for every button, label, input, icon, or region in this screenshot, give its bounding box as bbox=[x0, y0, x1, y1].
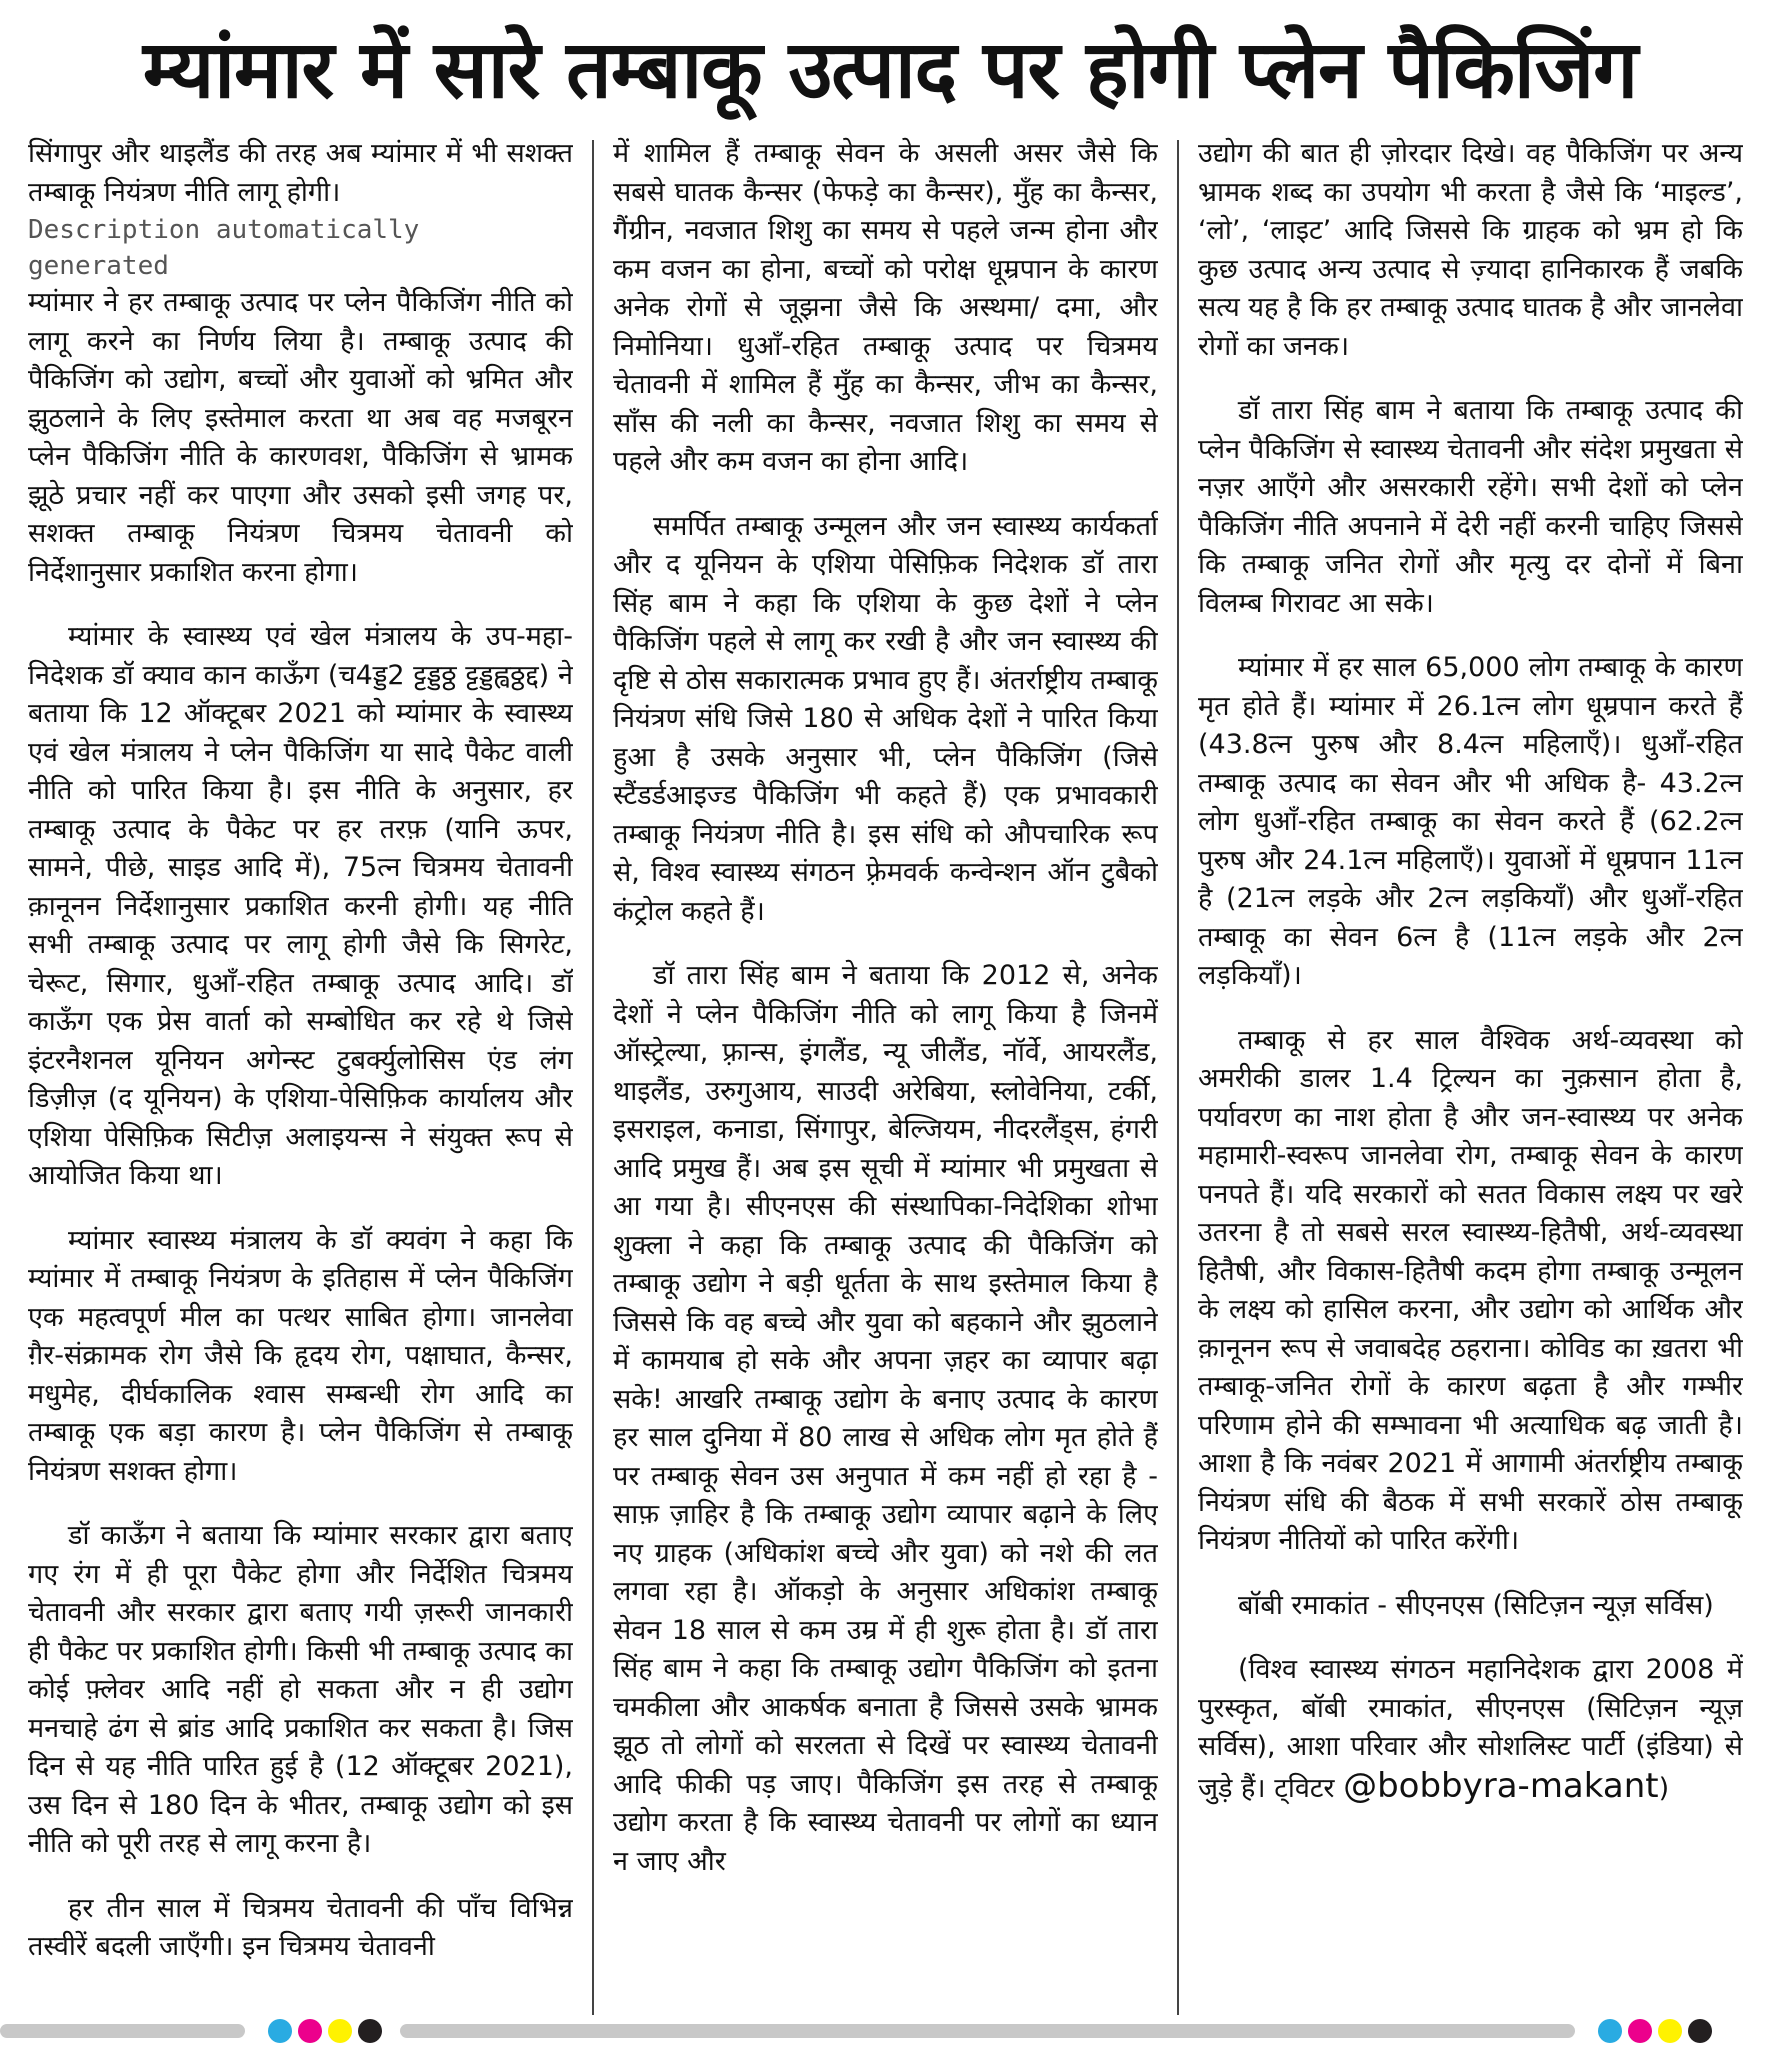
paragraph: डॉ काऊँग ने बताया कि म्यांमार सरकार द्वारा बताए गए रंग में ही पूरा पैकेट होगा और निर्देशित चित्रमय चेतावनी और सरकार द्वारा बताए गयी ज़रूरी जानकारी ही पैकेट पर प्रकाशित होगी। किसी भी तम्बाकू उत्पाद का कोई फ़्लेवर आदि नहीं हो सकता और न ही उद्योग मनचाहे ढंग से ब्रांड आदि प्रकाशित कर सकता है। जिस दिन से यह नीति पारित हुई है (12 ऑक्टूबर 2021), उस दिन से 180 दिन के भीतर, तम्बाकू उद्योग को इस नीति को पूरी तरह से लागू करना है। bbox=[28, 1520, 573, 1859]
paragraph: हर तीन साल में चित्रमय चेतावनी की पाँच विभिन्न तस्वीरें बदली जाएँगी। इन चित्रमय चेतावनी bbox=[28, 1892, 573, 1962]
registration-marks bbox=[1598, 2019, 1712, 2043]
footer-bar bbox=[0, 2024, 245, 2038]
registration-mark-cyan bbox=[268, 2019, 292, 2043]
paragraph: समर्पित तम्बाकू उन्मूलन और जन स्वास्थ्य कार्यकर्ता और द यूनियन के एशिया पेसिफ़िक निदेशक डॉ तारा सिंह बाम ने कहा कि एशिया के कुछ देशों ने प्लेन पैकिजिंग पहले से लागू कर रखी है और जन स्वास्थ्य की दृष्टि से ठोस सकारात्मक प्रभाव हुए हैं। अंतर्राष्ट्रीय तम्बाकू नियंत्रण संधि जिसे 180 से अधिक देशों ने पारित किया हुआ है उसके अनुसार भी, प्लेन पैकिजिंग (जिसे स्टैंडर्डआइज्ड पैकिजिंग भी कहते हैं) एक प्रभावकारी तम्बाकू नियंत्रण नीति है। इस संधि को औपचारिक रूप से, विश्व स्वास्थ्य संगठन फ़्रेमवर्क कन्वेन्शन ऑन टुबैको कंट्रोल कहते हैं। bbox=[613, 510, 1158, 927]
registration-mark-magenta bbox=[298, 2019, 322, 2043]
page-footer-strip bbox=[0, 2012, 1775, 2048]
article-column-2 bbox=[613, 135, 1158, 2015]
registration-mark-yellow bbox=[328, 2019, 352, 2043]
twitter-handle: @bobbyra-makant bbox=[1343, 1765, 1659, 1806]
author-bio-text: (विश्व स्वास्थ्य संगठन महानिदेशक द्वारा 2008 में पुरस्कृत, बॉबी रमाकांत, सीएनएस (सिटिज़न न्यूज़ सर्विस), आशा परिवार और सोशलिस्ट पार्टी (इंडिया) से जुड़े हैं। ट्विटर bbox=[1198, 1654, 1743, 1804]
paragraph: म्यांमार स्वास्थ्य मंत्रालय के डॉ क्यवंग ने कहा कि म्यांमार में तम्बाकू नियंत्रण के इतिहास में प्लेन पैकिजिंग एक महत्वपूर्ण मील का पत्थर साबित होगा। जानलेवा ग़ैर-संक्रामक रोग जैसे कि हृदय रोग, पक्षाघात, कैन्सर, मधुमेह, दीर्घकालिक श्वास सम्बन्धी रोग आदि का तम्बाकू एक बड़ा कारण है। प्लेन पैकिजिंग से तम्बाकू नियंत्रण सशक्त होगा। bbox=[28, 1224, 573, 1487]
paragraph: तम्बाकू से हर साल वैश्विक अर्थ-व्यवस्था को अमरीकी डालर 1.4 ट्रिल्यन का नुक़सान होता है, पर्यावरण का नाश होता है और जन-स्वास्थ्य पर अनेक महामारी-स्वरूप जानलेवा रोग, तम्बाकू सेवन के कारण पनपते हैं। यदि सरकारों को सतत विकास लक्ष्य पर खरे उतरना है तो सबसे सरल स्वास्थ्य-हितैषी, अर्थ-व्यवस्था हितैषी, और विकास-हितैषी कदम होगा तम्बाकू उन्मूलन के लक्ष्य को हासिल करना, और उद्योग को आर्थिक और क़ानूनन रूप से जवाबदेह ठहराना। कोविड का ख़तरा भी तम्बाकू-जनित रोगों के कारण बढ़ता है और गम्भीर परिणाम होने की सम्भावना भी अत्याधिक बढ़ जाती है। आशा है कि नवंबर 2021 में आगामी अंतर्राष्ट्रीय तम्बाकू नियंत्रण संधि की बैठक में सभी सरकारें ठोस तम्बाकू नियंत्रण नीतियों को पारित करेंगी। bbox=[1198, 1024, 1743, 1556]
byline: बॉबी रमाकांत - सीएनएस (सिटिज़न न्यूज़ सर्विस) bbox=[1238, 1589, 1714, 1621]
registration-mark-black bbox=[358, 2019, 382, 2043]
headline: म्यांमार में सारे तम्बाकू उत्पाद पर होगी प्लेन पैकिजिंग bbox=[142, 23, 1638, 116]
paragraph: म्यांमार में हर साल 65,000 लोग तम्बाकू के कारण मृत होते हैं। म्यांमार में 26.1त्न लोग धूम्रपान करते हैं (43.8त्न पुरुष और 8.4त्न महिलाएँ)। धुआँ-रहित तम्बाकू उत्पाद का सेवन और भी अधिक है- 43.2त्न लोग धुआँ-रहित तम्बाकू का सेवन करते हैं (62.2त्न पुरुष और 24.1त्न महिलाएँ)। युवाओं में धूम्रपान 11त्न है (21त्न लड़के और 2त्न लड़कियाँ) और धुआँ-रहित तम्बाकू का सेवन 6त्न है (11त्न लड़के और 2त्न लड़कियाँ)। bbox=[1198, 652, 1743, 991]
registration-mark-yellow bbox=[1658, 2019, 1682, 2043]
registration-mark-cyan bbox=[1598, 2019, 1622, 2043]
paragraph: डॉ तारा सिंह बाम ने बताया कि तम्बाकू उत्पाद की प्लेन पैकिजिंग से स्वास्थ्य चेतावनी और संदेश प्रमुखता से नज़र आएँगे और असरकारी रहेंगे। सभी देशों को प्लेन पैकिजिंग नीति अपनाने में देरी नहीं करनी चाहिए जिससे कि तम्बाकू जनित रोगों और मृत्यु दर दोनों में बिना विलम्ब गिरावट आ सके। bbox=[1198, 395, 1743, 619]
author-bio-end: ) bbox=[1658, 1772, 1670, 1804]
article-column-3 bbox=[1198, 135, 1743, 2015]
paragraph: म्यांमार ने हर तम्बाकू उत्पाद पर प्लेन पैकिजिंग नीति को लागू करने का निर्णय लिया है। तम्बाकू उत्पाद की पैकिजिंग को उद्योग, बच्चों और युवाओं को भ्रमित और झुठलाने के लिए इस्तेमाल करता था अब वह मजबूरन प्लेन पैकिजिंग नीति के कारणवश, पैकिजिंग से भ्रामक झूठे प्रचार नहीं कर पाएगा और उसको इसी जगह पर, सशक्त तम्बाकू नियंत्रण चित्रमय चेतावनी को निर्देशानुसार प्रकाशित करना होगा। bbox=[28, 287, 573, 588]
article-column-1 bbox=[28, 135, 573, 2015]
footer-bar bbox=[400, 2024, 1575, 2038]
registration-mark-black bbox=[1688, 2019, 1712, 2043]
paragraph: में शामिल हैं तम्बाकू सेवन के असली असर जैसे कि सबसे घातक कैन्सर (फेफड़े का कैन्सर), मुँह का कैन्सर, गैंग्रीन, नवजात शिशु का समय से पहले जन्म होना और कम वजन का होना, बच्चों को परोक्ष धूम्रपान के कारण अनेक रोगों से जूझना जैसे कि अस्थमा/ दमा, और निमोनिया। धुआँ-रहित तम्बाकू उत्पाद पर चित्रमय चेतावनी में शामिल हैं मुँह का कैन्सर, जीभ का कैन्सर, साँस की नली का कैन्सर, नवजात शिशु का समय से पहले और कम वजन का होना आदि। bbox=[613, 138, 1158, 477]
registration-mark-magenta bbox=[1628, 2019, 1652, 2043]
column-divider bbox=[1177, 140, 1179, 2015]
intro-paragraph: सिंगापुर और थाइलैंड की तरह अब म्यांमार में भी सशक्त तम्बाकू नियंत्रण नीति लागू होगी। bbox=[28, 138, 573, 208]
author-bio bbox=[1198, 1651, 1743, 1808]
paragraph: डॉ तारा सिंह बाम ने बताया कि 2012 से, अनेक देशों ने प्लेन पैकिजिंग नीति को लागू किया है जिनमें ऑस्ट्रेल्या, फ़्रान्स, इंगलैंड, न्यू जीलैंड, नॉर्वे, आयरलैंड, थाइलैंड, उरुगुआय, साउदी अरेबिया, स्लोवेनिया, टर्की, इसराइल, कनाडा, सिंगापुर, बेल्जियम, नीदरलैंड्स, हंगरी आदि प्रमुख हैं। अब इस सूची में म्यांमार भी प्रमुखता से आ गया है। सीएनएस की संस्थापिका-निदेशिका शोभा शुक्ला ने कहा कि तम्बाकू उत्पाद की पैकिजिंग को तम्बाकू उद्योग ने बड़ी धूर्तता के साथ इस्तेमाल किया है जिससे कि वह बच्चे और युवा को बहकाने और झुठलाने में कामयाब हो सके और अपना ज़हर का व्यापार बढ़ा सके! आखरि तम्बाकू उद्योग के बनाए उत्पाद के कारण हर साल दुनिया में 80 लाख से अधिक लोग मृत होते हैं पर तम्बाकू सेवन उस अनुपात में कम नहीं हो रहा है - साफ़ ज़ाहिर है कि तम्बाकू उद्योग व्यापार बढ़ाने के लिए नए ग्राहक (अधिकांश बच्चे और युवा) को नशे की लत लगवा रहा है। ऑकड़ो के अनुसार अधिकांश तम्बाकू सेवन 18 साल से कम उम्र में ही शुरू होता है। डॉ तारा सिंह बाम ने कहा कि तम्बाकू उद्योग पैकिजिंग को इतना चमकीला और आकर्षक बनाता है जिससे उसके भ्रामक झूठ तो लोगों को सरलता से दिखें पर स्वास्थ्य चेतावनी आदि फीकी पड़ जाए। पैकिजिंग इस तरह से तम्बाकू उद्योग करता है कि स्वास्थ्य चेतावनी पर लोगों का ध्यान न जाए और bbox=[613, 960, 1158, 1877]
image-caption: Description automatically generated bbox=[28, 215, 420, 281]
paragraph: उद्योग की बात ही ज़ोरदार दिखे। वह पैकिजिंग पर अन्य भ्रामक शब्द का उपयोग भी करता है जैसे कि ‘माइल्ड’, ‘लो’, ‘लाइट’ आदि जिससे कि ग्राहक को भ्रम हो कि कुछ उत्पाद अन्य उत्पाद से ज़्यादा हानिकारक हैं जबकि सत्य यह है कि हर तम्बाकू उत्पाद घातक है और जानलेवा रोगों का जनक। bbox=[1198, 138, 1743, 362]
registration-marks bbox=[268, 2019, 382, 2043]
column-divider bbox=[592, 140, 594, 2015]
paragraph: म्यांमार के स्वास्थ्य एवं खेल मंत्रालय के उप-महा-निदेशक डॉ क्याव कान काऊँग (च4ड्ड2 ट्टड्डठ्ठ ट्टड्डह्वठ्ठद्द) ने बताया कि 12 ऑक्टूबर 2021 को म्यांमार के स्वास्थ्य एवं खेल मंत्रालय ने प्लेन पैकिजिंग या सादे पैकेट वाली नीति को पारित किया है। इस नीति के अनुसार, हर तम्बाकू उत्पाद के पैकेट पर हर तरफ़ (यानि ऊपर, सामने, पीछे, साइड आदि में), 75त्न चित्रमय चेतावनी क़ानूनन निर्देशानुसार प्रकाशित करनी होगी। यह नीति सभी तम्बाकू उत्पाद पर लागू होगी जैसे कि सिगरेट, चेरूट, सिगार, धुआँ-रहित तम्बाकू उत्पाद आदि। डॉ काऊँग एक प्रेस वार्ता को सम्बोधित कर रहे थे जिसे इंटरनैशनल यूनियन अगेन्स्ट टुबर्क्युलोसिस एंड लंग डिज़ीज़ (द यूनियन) के एशिया-पेसिफ़िक कार्यालय और एशिया पेसिफ़िक सिटीज़ अलाइयन्स ने संयुक्त रूप से आयोजित किया था। bbox=[28, 621, 573, 1191]
